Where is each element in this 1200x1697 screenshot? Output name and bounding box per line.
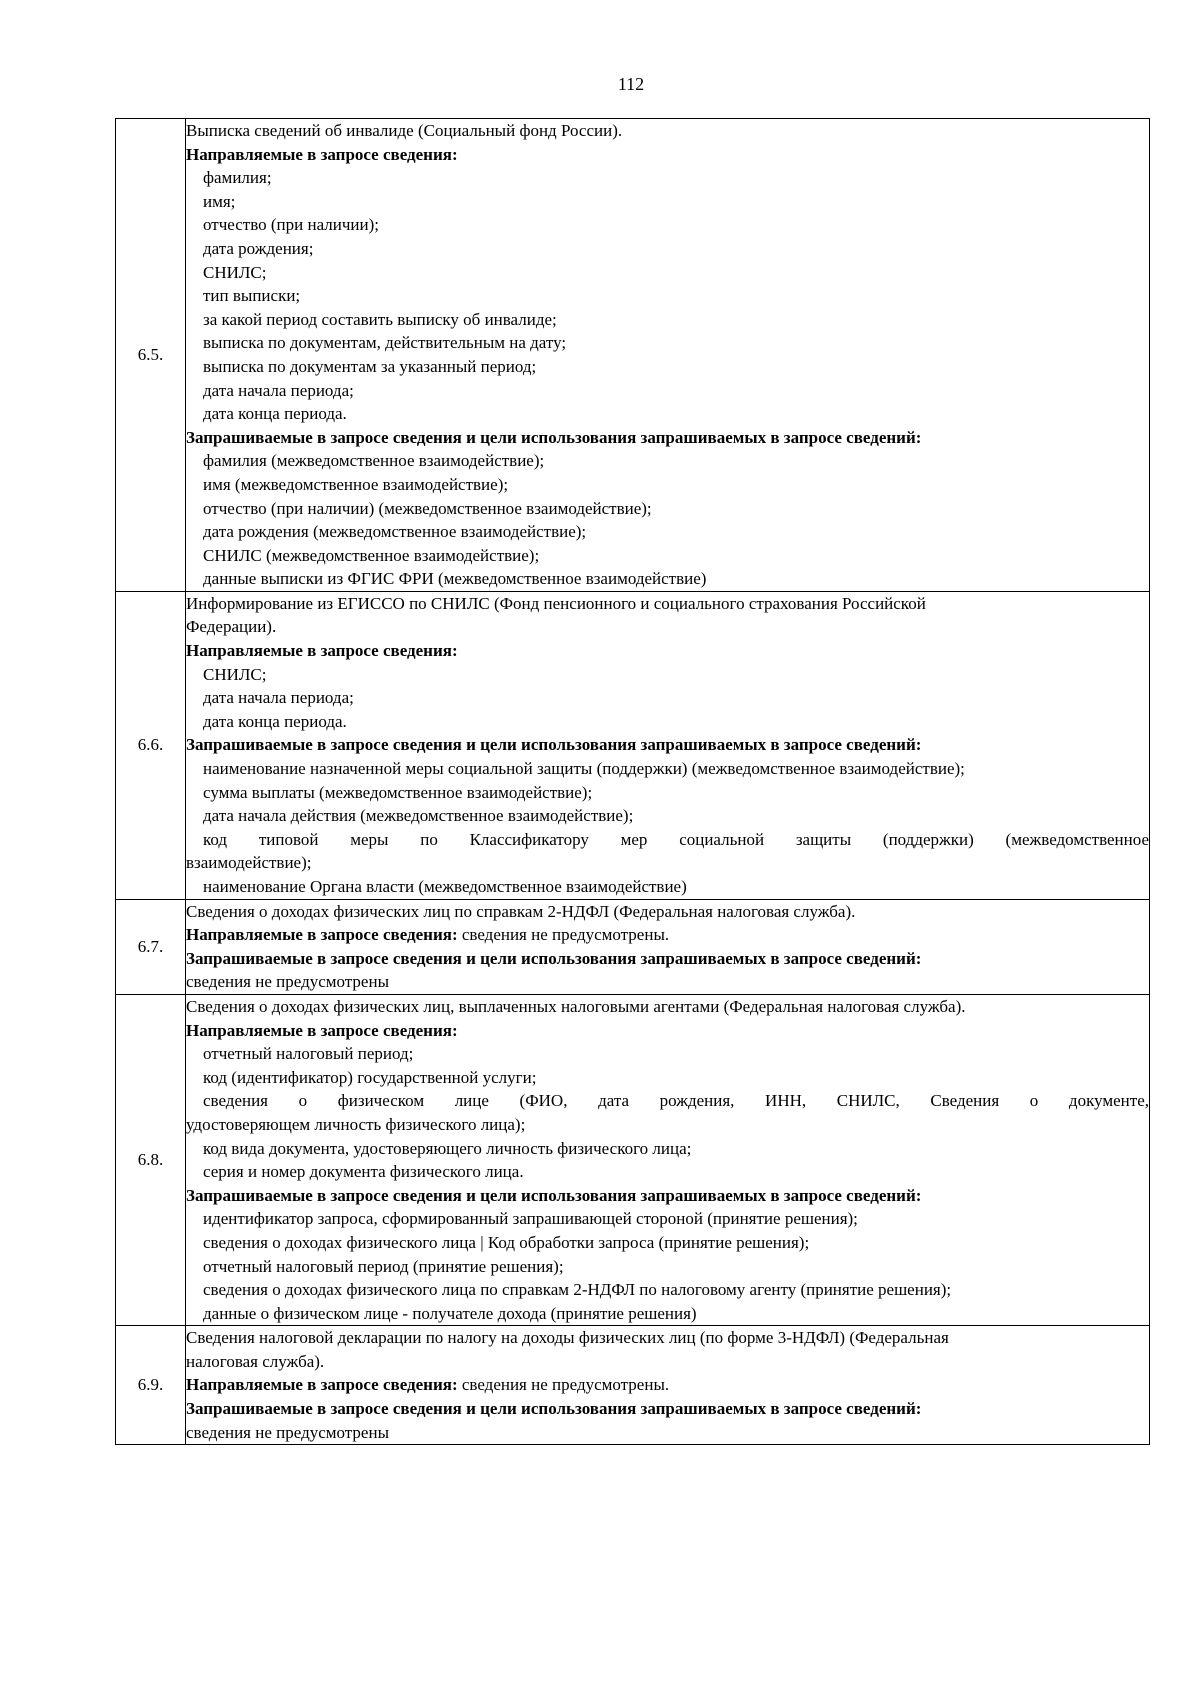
line-text: данные о физическом лице - получателе дохода (принятие решения)	[203, 1303, 697, 1323]
line-text: сведения о доходах физического лица по справкам 2-НДФЛ по налоговому агенту (принятие решения);	[203, 1280, 952, 1300]
content-line	[186, 119, 1149, 143]
heading-text: Запрашиваемые в запросе сведения и цели использования запрашиваемых в запросе сведений:	[186, 948, 922, 968]
content-line	[186, 1113, 1149, 1137]
line-text: Выписка сведений об инвалиде (Социальный фонд России).	[186, 121, 623, 140]
line-text: тип выписки;	[203, 286, 301, 306]
line-text: сведения о доходах физического лица | Код обработки запроса (принятие решения);	[203, 1232, 810, 1252]
content-line	[186, 284, 1149, 308]
heading-text: Направляемые в запросе сведения:	[186, 925, 458, 945]
line-text: сведения не предусмотрены	[186, 972, 389, 992]
content-line	[186, 1302, 1149, 1326]
section-heading	[186, 1397, 1149, 1421]
line-text: за какой период составить выписку об инвалиде;	[203, 309, 557, 329]
line-text: дата конца периода.	[203, 404, 347, 424]
heading-text: Запрашиваемые в запросе сведения и цели использования запрашиваемых в запросе сведений:	[186, 1185, 922, 1205]
content-line	[186, 995, 1149, 1019]
content-line	[186, 781, 1149, 805]
content-line	[186, 663, 1149, 687]
heading-text: Направляемые в запросе сведения:	[186, 1375, 458, 1395]
line-text: взаимодействие);	[186, 853, 312, 873]
heading-text: Направляемые в запросе сведения:	[186, 1020, 458, 1040]
content-line	[186, 1326, 1149, 1350]
content-line	[186, 166, 1149, 190]
heading-text: Запрашиваемые в запросе сведения и цели использования запрашиваемых в запросе сведений:	[186, 427, 922, 447]
heading-value: сведения не предусмотрены.	[457, 1375, 670, 1395]
content-line	[186, 379, 1149, 403]
content-line	[186, 828, 1149, 852]
row-content	[186, 119, 1150, 592]
line-text: фамилия;	[203, 168, 272, 188]
row-number: 6.5.	[116, 119, 186, 592]
line-text: выписка по документам, действительным на дату;	[203, 333, 567, 353]
content-line	[186, 473, 1149, 497]
table-row	[116, 899, 1150, 994]
section-heading	[186, 947, 1149, 971]
content-line	[186, 804, 1149, 828]
content-line	[186, 1042, 1149, 1066]
section-heading	[186, 143, 1149, 167]
content-line	[186, 875, 1149, 899]
line-text: Федерации).	[186, 617, 277, 637]
content-line	[186, 190, 1149, 214]
line-text: данные выписки из ФГИС ФРИ (межведомственное взаимодействие)	[203, 569, 707, 589]
table-row	[116, 119, 1150, 592]
content-line	[186, 1255, 1149, 1279]
content-line	[186, 1066, 1149, 1090]
line-text: налоговая служба).	[186, 1351, 325, 1371]
line-text: СНИЛС;	[203, 664, 267, 684]
heading-text: Направляемые в запросе сведения:	[186, 144, 458, 164]
content-line	[186, 970, 1149, 994]
content-line	[186, 1207, 1149, 1231]
content-line	[186, 331, 1149, 355]
line-text: наименование назначенной меры социальной защиты (поддержки) (межведомственное взаимодействие);	[203, 759, 965, 779]
row-number: 6.8.	[116, 994, 186, 1325]
heading-text: Запрашиваемые в запросе сведения и цели использования запрашиваемых в запросе сведений:	[186, 735, 922, 755]
row-number: 6.6.	[116, 591, 186, 899]
line-text: дата начала периода;	[203, 380, 354, 400]
line-text: выписка по документам за указанный период;	[203, 356, 537, 376]
content-line	[186, 1421, 1149, 1445]
content-line	[186, 1137, 1149, 1161]
content-line	[186, 1160, 1149, 1184]
line-text: отчетный налоговый период (принятие решения);	[203, 1256, 564, 1276]
content-line	[186, 497, 1149, 521]
row-content	[186, 994, 1150, 1325]
line-text: имя (межведомственное взаимодействие);	[203, 474, 509, 494]
line-text: Сведения о доходах физических лиц по справкам 2-НДФЛ (Федеральная налоговая служба).	[186, 901, 856, 921]
line-text: сумма выплаты (межведомственное взаимодействие);	[203, 782, 593, 802]
line-text: отчество (при наличии);	[203, 215, 379, 235]
content-line	[186, 592, 1149, 616]
content-line	[186, 1278, 1149, 1302]
content-line	[186, 1350, 1149, 1374]
section-heading	[186, 426, 1149, 450]
line-text: дата рождения (межведомственное взаимодействие);	[203, 522, 587, 542]
line-text: имя;	[203, 191, 236, 211]
heading-text: Направляемые в запросе сведения:	[186, 641, 458, 661]
table-row	[116, 591, 1150, 899]
line-text: дата рождения;	[203, 238, 314, 258]
section-heading	[186, 1373, 1149, 1397]
line-text: серия и номер документа физического лица.	[203, 1162, 524, 1182]
content-line	[186, 213, 1149, 237]
line-text: СНИЛС (межведомственное взаимодействие);	[203, 545, 540, 565]
section-heading	[186, 923, 1149, 947]
row-content	[186, 899, 1150, 994]
section-heading	[186, 733, 1149, 757]
line-text: фамилия (межведомственное взаимодействие);	[203, 451, 545, 471]
table-row	[116, 1326, 1150, 1445]
content-line	[186, 449, 1149, 473]
table-row	[116, 994, 1150, 1325]
content-line	[186, 757, 1149, 781]
content-line	[186, 544, 1149, 568]
line-text: идентификатор запроса, сформированный запрашивающей стороной (принятие решения);	[203, 1209, 858, 1229]
heading-value: сведения не предусмотрены.	[457, 925, 670, 945]
line-text: сведения о физическом лице (ФИО, дата рождения, ИНН, СНИЛС, Сведения о документе,	[203, 1091, 1149, 1111]
row-content	[186, 1326, 1150, 1445]
content-line	[186, 1231, 1149, 1255]
line-text: дата начала периода;	[203, 688, 354, 708]
heading-text: Запрашиваемые в запросе сведения и цели использования запрашиваемых в запросе сведений:	[186, 1399, 922, 1419]
content-line	[186, 615, 1149, 639]
line-text: код вида документа, удостоверяющего личность физического лица;	[203, 1138, 692, 1158]
content-line	[186, 308, 1149, 332]
line-text: удостоверяющем личность физического лица);	[186, 1114, 526, 1134]
line-text: отчетный налоговый период;	[203, 1044, 414, 1064]
content-line	[186, 686, 1149, 710]
line-text: код типовой меры по Классификатору мер социальной защиты (поддержки) (межведомственное	[203, 829, 1149, 849]
line-text: код (идентификатор) государственной услуги;	[203, 1067, 537, 1087]
line-text: СНИЛС;	[203, 262, 267, 282]
line-text: отчество (при наличии) (межведомственное взаимодействие);	[203, 498, 652, 518]
line-text: дата конца периода.	[203, 711, 347, 731]
line-text: наименование Органа власти (межведомственное взаимодействие)	[203, 877, 687, 896]
content-line	[186, 851, 1149, 875]
line-text: сведения не предусмотрены	[186, 1422, 389, 1442]
line-text: Сведения налоговой декларации по налогу на доходы физических лиц (по форме 3-НДФЛ) (Федеральная	[186, 1328, 949, 1348]
content-line	[186, 237, 1149, 261]
section-heading	[186, 1019, 1149, 1043]
content-line	[186, 261, 1149, 285]
row-number: 6.7.	[116, 899, 186, 994]
content-line	[186, 710, 1149, 734]
content-line	[186, 520, 1149, 544]
services-table	[115, 118, 1150, 1445]
content-line	[186, 567, 1149, 591]
content-line	[186, 1089, 1149, 1113]
section-heading	[186, 1184, 1149, 1208]
row-number: 6.9.	[116, 1326, 186, 1445]
content-line	[186, 900, 1149, 924]
line-text: Информирование из ЕГИССО по СНИЛС (Фонд пенсионного и социального страхования Российской	[186, 593, 926, 613]
line-text: Сведения о доходах физических лиц, выплаченных налоговыми агентами (Федеральная налоговая служба).	[186, 996, 966, 1016]
row-content	[186, 591, 1150, 899]
page-number: 112	[617, 74, 645, 94]
line-text: дата начала действия (межведомственное взаимодействие);	[203, 806, 634, 826]
section-heading	[186, 639, 1149, 663]
content-line	[186, 355, 1149, 379]
content-line	[186, 402, 1149, 426]
